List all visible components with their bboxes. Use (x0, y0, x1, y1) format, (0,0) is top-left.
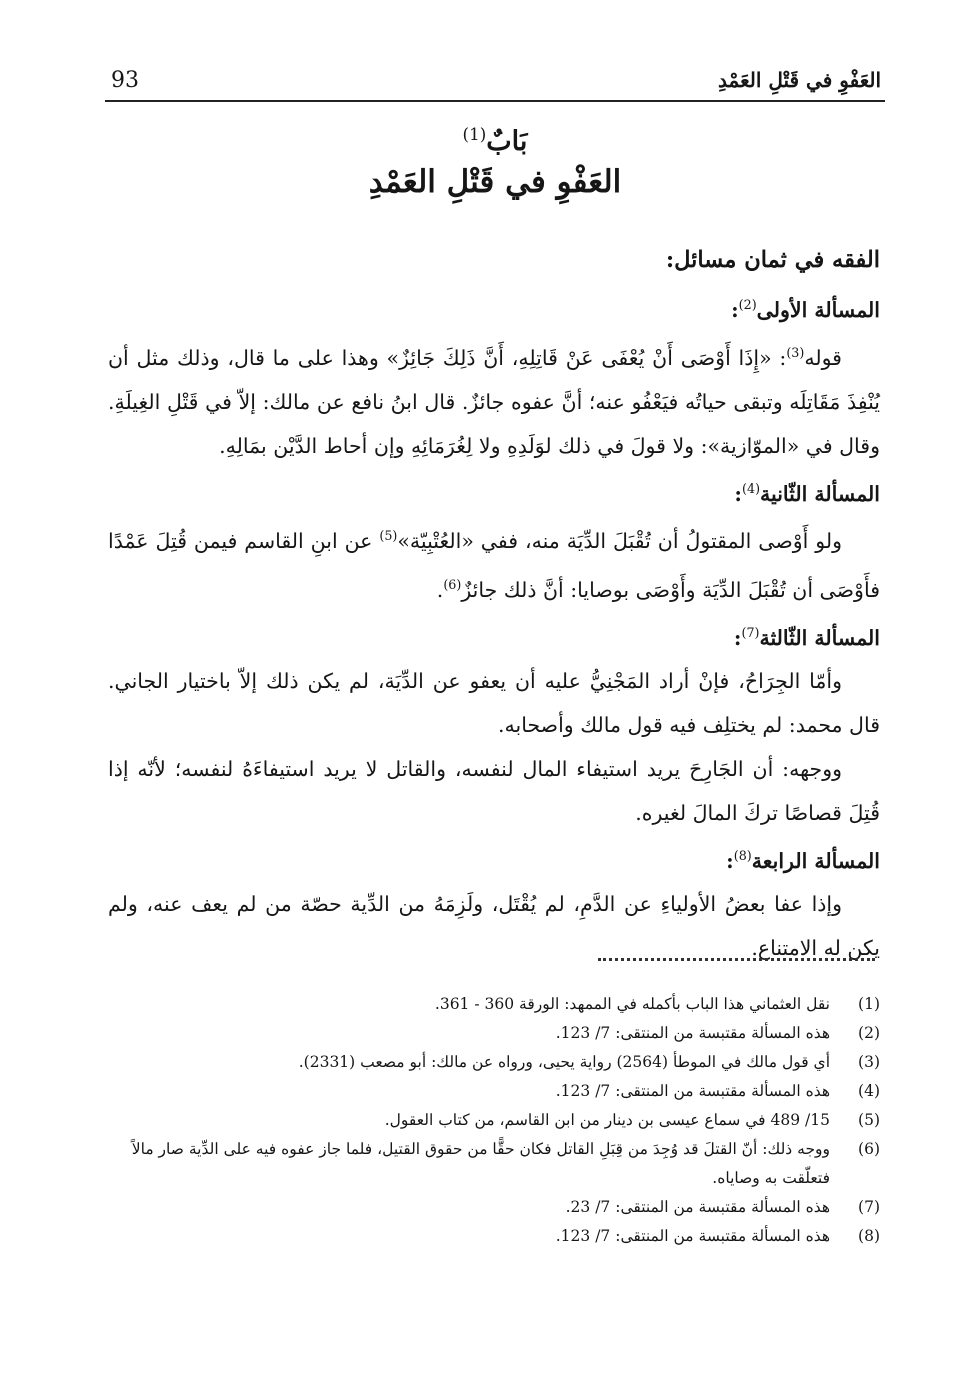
paragraph-part: . (436, 578, 444, 603)
footnote-number: (8) (858, 1227, 880, 1245)
chapter-label (105, 124, 885, 157)
section-heading-colon: : (731, 297, 739, 322)
chapter-label-text: بَابٌ (486, 126, 528, 157)
section-heading-label: المسألة الرابعة (751, 848, 880, 873)
footnote-text: أي قول مالك في الموطأ (2564) رواية يحيى، ورواه عن مالك: أبو مصعب (2331). (298, 1053, 830, 1071)
footnote-separator (598, 958, 875, 961)
footnote (108, 1193, 880, 1222)
footnote-number: (1) (858, 995, 880, 1013)
footnote-number: (4) (858, 1082, 880, 1100)
section-heading (108, 468, 880, 515)
running-title: العَفْوِ في قَتْلِ العَمْدِ (718, 68, 881, 92)
paragraph: وإذا عفا بعضُ الأولياءِ عن الدَّمِ، لم يُقْتَل، ولَزِمَهُ من الدِّية حصّة من لم يعف عنه، ولم يكن له الامتناع. (108, 891, 880, 960)
footnote-text: هذه المسألة مقتبسة من المنتقى: 7/ 23. (565, 1198, 830, 1216)
footnote (108, 1135, 880, 1193)
footnote-number: (3) (858, 1053, 880, 1071)
footnote-text: 15/ 489 في سماع عيسى بن دينار من ابن القاسم، من كتاب العقول. (384, 1111, 830, 1129)
footnote-ref: (5) (379, 528, 398, 544)
chapter-title: العَفْوِ في قَتْلِ العَمْدِ (368, 164, 622, 200)
paragraph: ووجهه: أن الجَارِحَ يريد استيفاء المال لنفسه، والقاتل لا يريد استيفاءَهُ لنفسه؛ لأنّه إذا قُتِلَ قصاصًا تركَ المالَ لغيره. (108, 756, 880, 825)
intro-heading: الفقه في ثمان مسائل: (665, 247, 880, 273)
footnote-number: (2) (858, 1024, 880, 1042)
section-heading (108, 284, 880, 331)
footnote-text: هذه المسألة مقتبسة من المنتقى: 7/ 123. (555, 1024, 830, 1042)
footnote (108, 990, 880, 1019)
footnote (108, 1077, 880, 1106)
paragraph-part: ولو أَوْصى المقتولُ أن تُقْبَلَ الدِّيَة منه، ففي «العُتْبِيّة» (397, 529, 842, 554)
footnote-ref: (3) (786, 344, 805, 360)
paragraph: وأمّا الجِرَاحُ، فإنْ أراد المَجْنِيُّ عليه أن يعفو عن الدِّيَة، لم يكن ذلك إلاّ باختيار الجاني. قال محمد: لم يختلِف فيه قول مالك وأصحابه. (108, 668, 880, 737)
section-heading (108, 835, 880, 882)
footnote-ref: (4) (742, 480, 761, 496)
footnote-text: هذه المسألة مقتبسة من المنتقى: 7/ 123. (555, 1082, 830, 1100)
footnotes (108, 990, 880, 1251)
paragraph-part: عن ابنِ القاسم فيمن قُتِلَ عَمْدًا فأَوْصَى أن تُقْبَلَ الدِّيَة وأَوْصَى بوصايا: أنَّ ذلك جائزٌ (108, 529, 880, 603)
footnote-text: نقل العثماني هذا الباب بأكمله في الممهد: الورقة 360 - 361. (434, 995, 830, 1013)
section-heading-colon: : (726, 848, 734, 873)
footnote-number: (5) (858, 1111, 880, 1129)
section-heading (108, 612, 880, 659)
footnote-ref: (8) (733, 847, 752, 863)
main-text (108, 236, 880, 970)
footnote-ref: (1) (462, 124, 487, 144)
paragraph-start: قوله (804, 345, 842, 370)
paragraph (108, 331, 880, 468)
section-heading-label: المسألة الثّانية (760, 481, 880, 506)
footnote-number: (6) (858, 1140, 880, 1158)
footnote-number: (7) (858, 1198, 880, 1216)
footnote-text: ووجه ذلك: أنّ القتلَ قد وُجِدَ من قِبَلِ القاتل فكان حقًّا من حقوق القتيل، فلما جاز عفوه فيه على الدِّية صار مالاً فتعلّقت به وصاياه. (131, 1140, 830, 1187)
header-rule (105, 100, 885, 102)
footnote (108, 1106, 880, 1135)
section-heading-colon: : (734, 481, 742, 506)
paragraph (108, 514, 880, 612)
footnote-ref: (7) (741, 625, 760, 641)
section-heading-label: المسألة الأولى (756, 297, 880, 322)
page-number: 93 (111, 68, 139, 93)
footnote (108, 1222, 880, 1251)
footnote-ref: (6) (443, 577, 462, 593)
footnote (108, 1048, 880, 1077)
page-header (105, 62, 885, 102)
footnote-ref: (2) (738, 297, 757, 312)
section-heading-label: المسألة الثّالثة (759, 625, 880, 650)
footnote-text: هذه المسألة مقتبسة من المنتقى: 7/ 123. (555, 1227, 830, 1245)
section-heading-colon: : (733, 625, 742, 650)
paragraph-rest: : «إِذَا أَوْصَى أَنْ يُعْفَى عَنْ قَاتِلِهِ، أَنَّ ذَلِكَ جَائِزٌ» وهذا على ما قال، وذلك مثل أن يُنْفِذَ مَقَاتِلَه وتبقى حياتُه فيَعْفُو عنه؛ أنَّ عفوه جائزٌ. قال ابنُ نافع عن مالك: إلاّ في قَتْلِ الغِيلَةِ. وقال في «الموّازية»: ولا قولَ في ذلك لوَلَدِهِ ولا لِغُرَمَائِهِ وإن أحاط الدَّيْن بمَالِهِ. (108, 345, 880, 458)
footnote (108, 1019, 880, 1048)
